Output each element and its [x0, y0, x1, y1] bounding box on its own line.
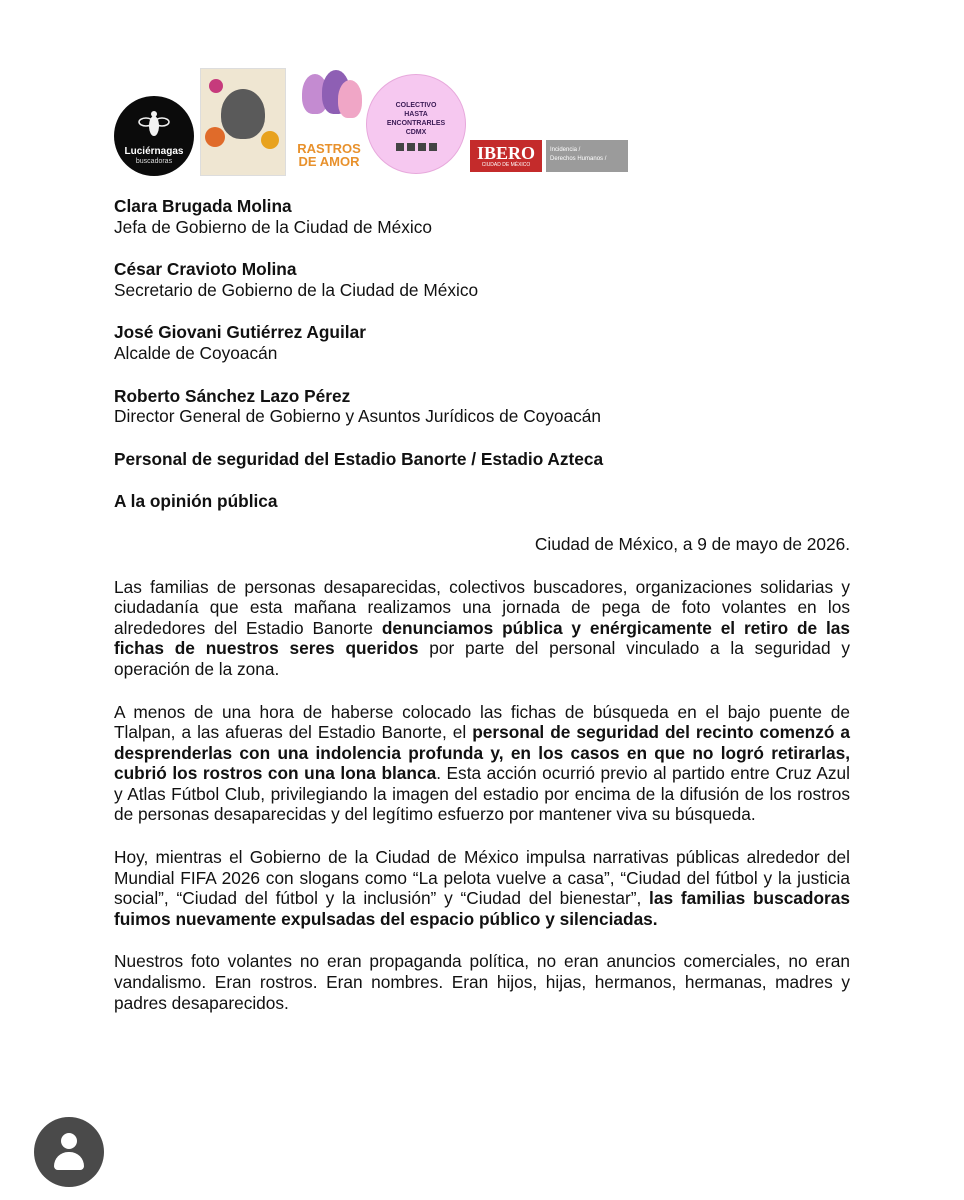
flower-icon: [209, 79, 223, 93]
recipient-name: José Giovani Gutiérrez Aguilar: [114, 322, 366, 343]
recipient-name: Roberto Sánchez Lazo Pérez: [114, 385, 351, 406]
paragraph-1: Las familias de personas desaparecidas, colectivos buscadores, organizaciones solidarias y ciudadanía que esta mañana realizamos una jornada de pega de foto volantes en los alrededores del Estadio Banorte denunciamos pública y enérgicamente el retiro de las fichas de nuestros seres queridos por parte del personal vinculado a la seguridad y operación de la zona.: [114, 576, 850, 679]
recipient-role: Secretario de Gobierno de la Ciudad de México: [114, 279, 479, 300]
profile-button[interactable]: [34, 1117, 104, 1187]
firefly-icon: [137, 108, 171, 142]
flower-icon: [261, 131, 279, 149]
incidencia-derechos-humanos-tag: Incidencia / Derechos Humanos /: [546, 140, 628, 172]
portrait-image: [221, 89, 265, 139]
logo-strip: [114, 68, 634, 178]
letter-date: Ciudad de México, a 9 de mayo de 2026.: [534, 533, 850, 554]
recipient-name: Clara Brugada Molina: [114, 196, 292, 216]
recipient-role: Jefa de Gobierno de la Ciudad de México: [114, 216, 432, 237]
paragraph-3: Hoy, mientras el Gobierno de la Ciudad de México impulsa narrativas públicas alrededor del Mundial FIFA 2026 con slogans como “La pelota vuelve a casa”, “Ciudad del fútbol y la justicia social”, “Ciudad del fútbol y la inclusión” y “Ciudad del bienestar”, las familias buscadoras fuimos nuevamente expulsadas del espacio público y silenciadas.: [114, 847, 850, 929]
recipient-role: Alcalde de Coyoacán: [114, 342, 278, 363]
silhouette-icon: [338, 80, 362, 118]
letter-body: [114, 196, 850, 1035]
paragraph-2: A menos de una hora de haberse colocado las fichas de búsqueda en el bajo puente de Tlalpan, a las afueras del Estadio Banorte, el personal de seguridad del recinto comenzó a desprenderlas con una indolencia profunda y, en los casos en que no logró retirarlas, cubrió los rostros con una lona blanca. Esta acción ocurrió previo al partido entre Cruz Azul y Atlas Fútbol Club, privilegiando la imagen del estadio por encima de la difusión de los rostros de personas desaparecidas y del legítimo esfuerzo por mantener viva su búsqueda.: [114, 701, 851, 825]
rastros-de-amor-logo: RASTROS DE AMOR: [292, 70, 366, 174]
colectivo-hasta-encontrarles-logo: COLECTIVO HASTA ENCONTRARLES CDMX: [366, 74, 466, 174]
user-icon: [61, 1133, 77, 1149]
flower-icon: [205, 127, 225, 147]
recipient-role: Director General de Gobierno y Asuntos Jurídicos de Coyoacán: [114, 406, 602, 427]
recipient-name: César Cravioto Molina: [114, 259, 297, 280]
voces-memoria-logo: [200, 68, 286, 176]
qr-codes: [396, 143, 437, 151]
ibero-logo: IBERO CIUDAD DE MÉXICO: [470, 140, 542, 172]
heading-public-opinion: A la opinión pública: [114, 491, 278, 512]
luciernagas-logo: Luciérnagas buscadoras: [114, 96, 194, 176]
heading-stadium-security: Personal de seguridad del Estadio Banorte / Estadio Azteca: [114, 448, 604, 469]
paragraph-4: Nuestros foto volantes no eran propaganda política, no eran anuncios comerciales, no eran vandalismo. Eran rostros. Eran nombres. Eran hijos, hijas, hermanos, hermanas, madres y padres desaparecidos.: [114, 951, 850, 1013]
